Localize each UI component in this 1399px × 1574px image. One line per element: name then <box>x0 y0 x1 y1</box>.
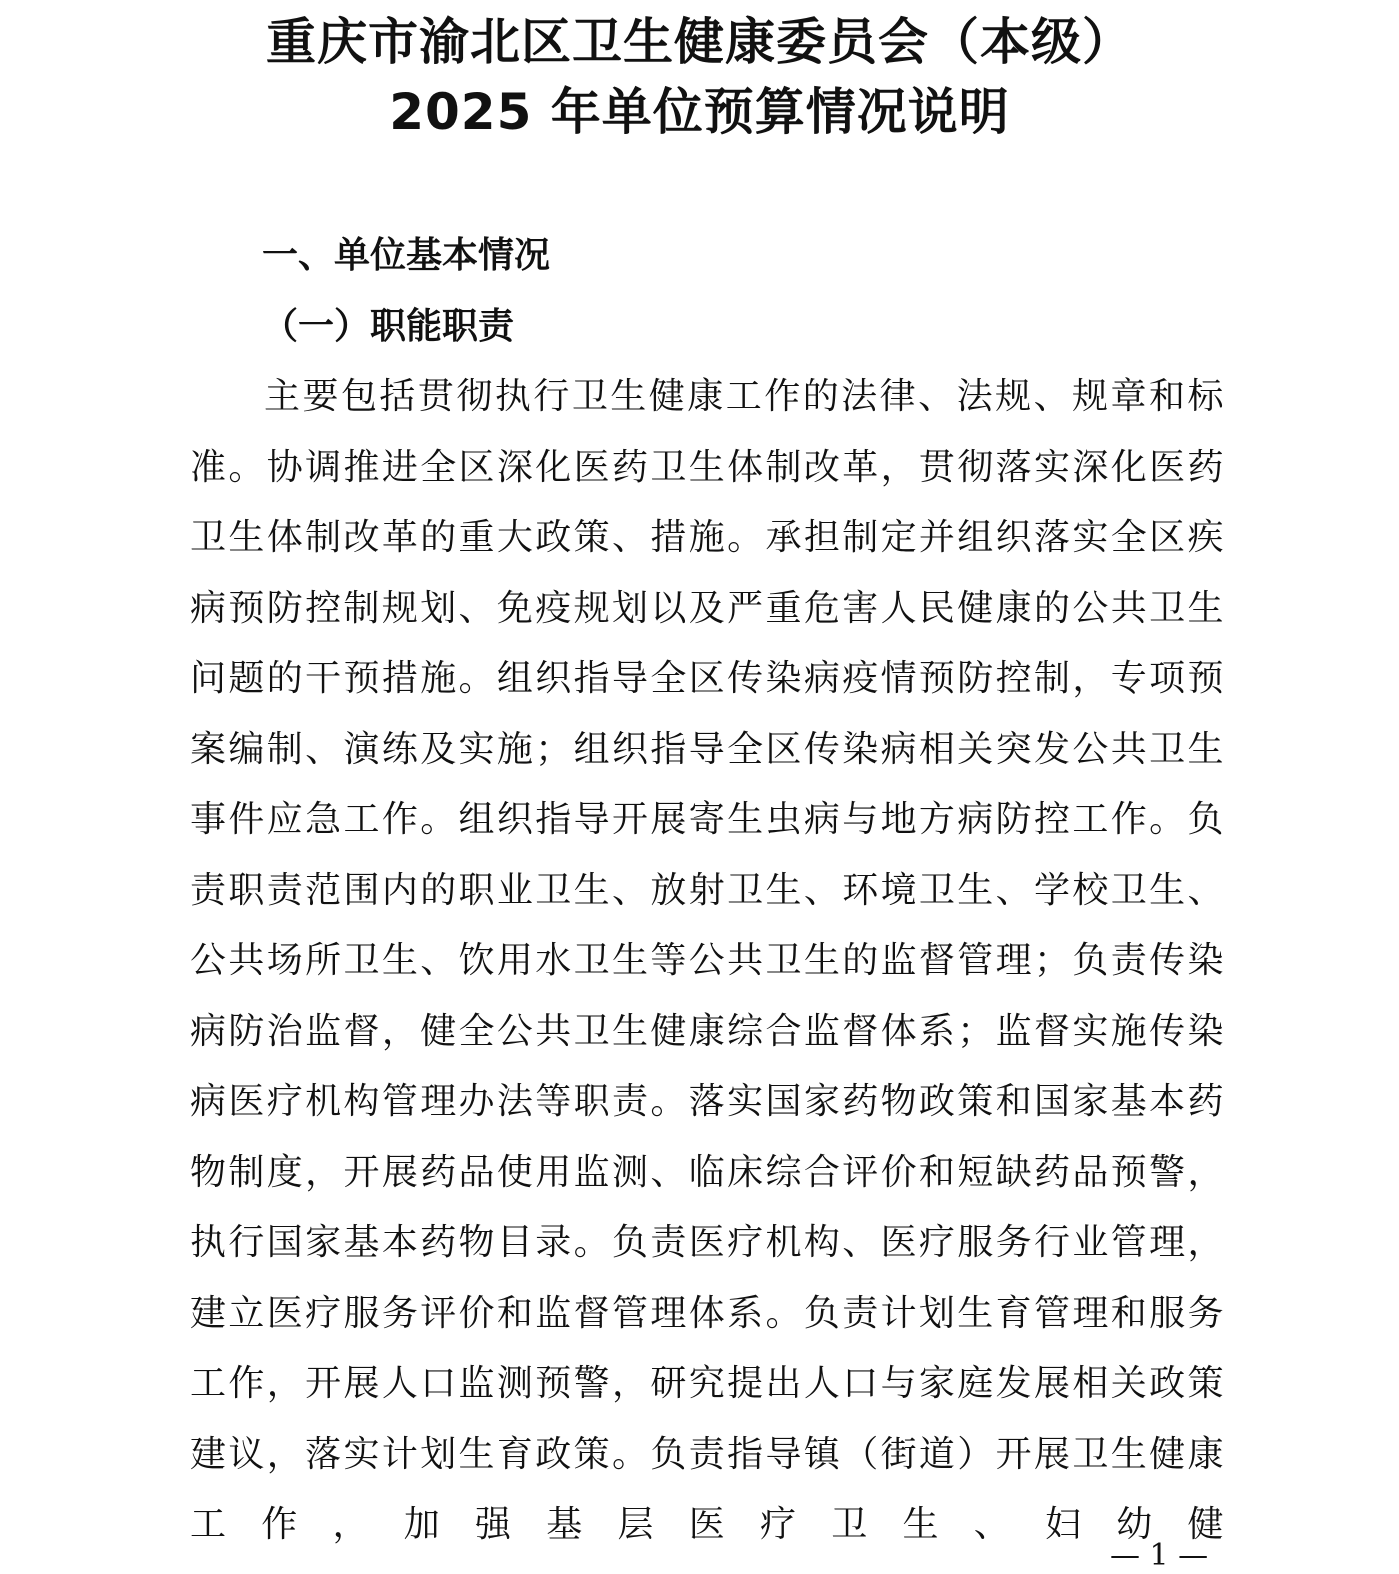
section-heading: 一、单位基本情况 <box>262 235 551 276</box>
page-number: — 1 — <box>1110 1538 1209 1573</box>
document-title-line1: 重庆市渝北区卫生健康委员会（本级） <box>266 13 1133 71</box>
subsection-heading: （一）职能职责 <box>262 305 515 347</box>
document-title-line2: 2025 年单位预算情况说明 <box>389 83 1010 141</box>
body-paragraph: 主要包括贯彻执行卫生健康工作的法律、法规、规章和标准。协调推进全区深化医药卫生体制改革，贯彻落实深化医药卫生体制改革的重大政策、措施。承担制定并组织落实全区疾病预防控制规划、免疫规划以及严重危害人民健康的公共卫生问题的干预措施。组织指导全区传染病疫情预防控制，专项预案编制、演练及实施；组织指导全区传染病相关突发公共卫生事件应急工作。组织指导开展寄生虫病与地方病防控工作。负责职责范围内的职业卫生、放射卫生、环境卫生、学校卫生、公共场所卫生、饮用水卫生等公共卫生的监督管理；负责传染病防治监督，健全公共卫生健康综合监督体系；监督实施传染病医疗机构管理办法等职责。落实国家药物政策和国家基本药物制度，开展药品使用监测、临床综合评价和短缺药品预警，执行国家基本药物目录。负责医疗机构、医疗服务行业管理，建立医疗服务评价和监督管理体系。负责计划生育管理和服务工作，开展人口监测预警，研究提出人口与家庭发展相关政策建议，落实计划生育政策。负责指导镇（街道）开展卫生健康工作，加强基层医疗卫生、妇幼健 <box>190 376 1225 1545</box>
